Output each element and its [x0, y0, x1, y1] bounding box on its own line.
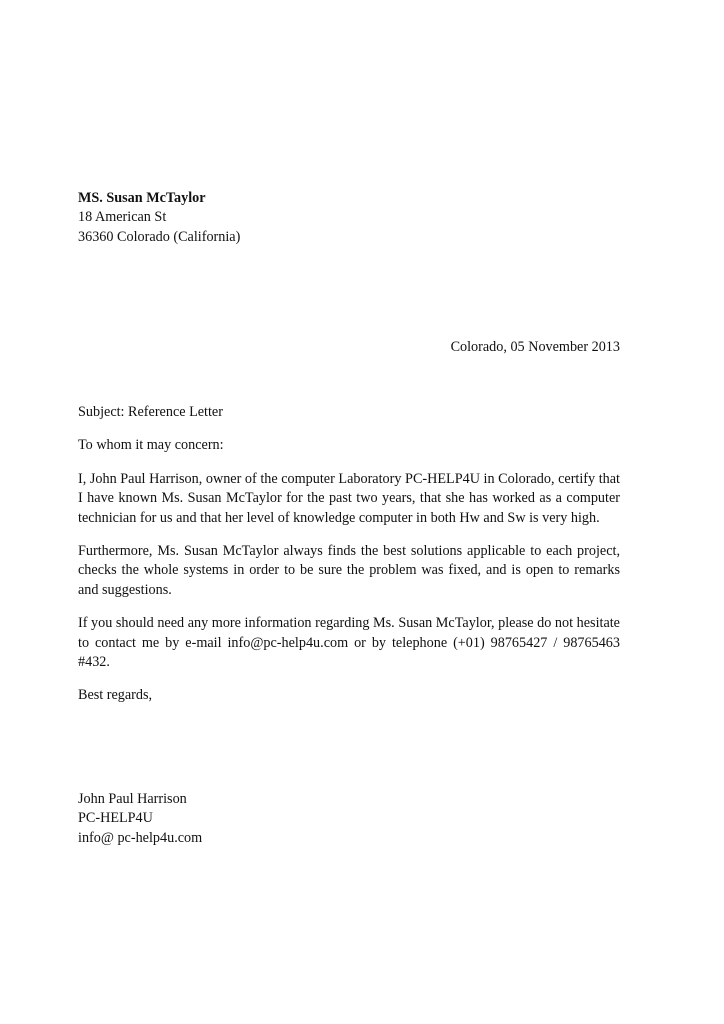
letter-subject: Subject: Reference Letter [78, 404, 223, 420]
body-paragraph-3: If you should need any more information regarding Ms. Susan McTaylor, please do not hesitate to contact me by e-mail info@pc-help4u.com or by telephone (+01) 98765427 / 98765463 #432. [78, 615, 620, 671]
recipient-name: MS. Susan McTaylor [78, 190, 206, 206]
body-paragraph-2: Furthermore, Ms. Susan McTaylor always finds the best solutions applicable to each project, checks the whole systems in order to be sure the problem was fixed, and is open to remarks and suggestions. [78, 543, 620, 598]
recipient-address-block [78, 189, 478, 247]
signature-email: info@ pc-help4u.com [78, 829, 203, 846]
letter-closing: Best regards, [78, 687, 153, 704]
letter-salutation: To whom it may concern: [78, 437, 224, 454]
letter-content [78, 403, 620, 720]
signature-block [78, 790, 478, 848]
recipient-city: 36360 Colorado (California) [78, 228, 241, 245]
signature-company: PC-HELP4U [78, 810, 153, 827]
body-paragraph-1: I, John Paul Harrison, owner of the computer Laboratory PC-HELP4U in Colorado, certify that I have known Ms. Susan McTaylor for the past two years, that she has worked as a computer technician for us and that her level of knowledge computer in both Hw and Sw is very high. [78, 470, 620, 526]
recipient-street: 18 American St [78, 209, 167, 226]
letter-date: Colorado, 05 November 2013 [450, 339, 620, 355]
signature-name: John Paul Harrison [78, 791, 187, 807]
